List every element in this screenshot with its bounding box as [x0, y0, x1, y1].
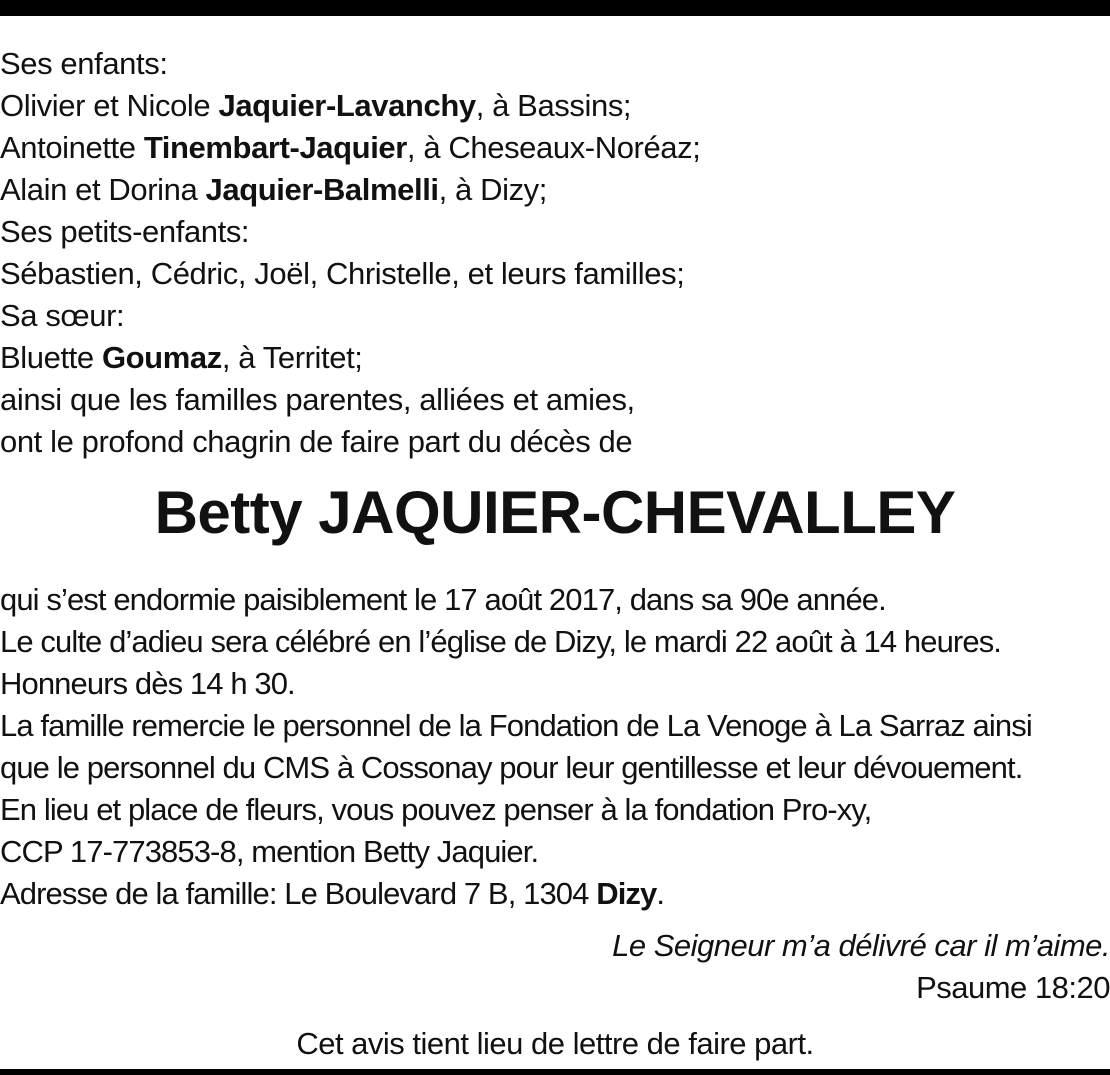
verse-reference: Psaume 18:20	[916, 970, 1110, 1005]
bottom-rule	[0, 1069, 1110, 1075]
child-line: Olivier et Nicole Jaquier-Lavanchy, à Bassins;	[0, 88, 632, 123]
bible-verse: Le Seigneur m’a délivré car il m’aime.	[612, 928, 1110, 963]
child-line: Alain et Dorina Jaquier-Balmelli, à Dizy;	[0, 172, 547, 207]
child-line: Antoinette Tinembart-Jaquier, à Cheseaux-Noréaz;	[0, 130, 701, 165]
deceased-name: Betty JAQUIER-CHEVALLEY	[154, 479, 956, 546]
donation-line: En lieu et place de fleurs, vous pouvez penser à la fondation Pro-xy,	[0, 792, 872, 827]
address-line: Adresse de la famille: Le Boulevard 7 B, 1304 Dizy.	[0, 876, 665, 911]
top-rule	[0, 0, 1110, 16]
notice-details	[0, 579, 1110, 915]
child-surname: Jaquier-Lavanchy	[218, 88, 476, 123]
child-surname: Jaquier-Balmelli	[205, 172, 439, 207]
obituary-notice	[0, 43, 1110, 1065]
death-line: qui s’est endormie paisiblement le 17 août 2017, dans sa 90e année.	[0, 582, 886, 617]
children-heading: Ses enfants:	[0, 46, 168, 81]
service-line: Le culte d’adieu sera célébré en l’église de Dizy, le mardi 22 août à 14 heures.	[0, 624, 1002, 659]
grandchildren-heading: Ses petits-enfants:	[0, 214, 250, 249]
child-surname: Tinembart-Jaquier	[143, 130, 407, 165]
thanks-line: que le personnel du CMS à Cossonay pour leur gentillesse et leur dévouement.	[0, 750, 1023, 785]
thanks-line: La famille remercie le personnel de la Fondation de La Venoge à La Sarraz ainsi	[0, 708, 1032, 743]
announcement-line: ont le profond chagrin de faire part du décès de	[0, 424, 633, 459]
sister-line: Bluette Goumaz, à Territet;	[0, 340, 363, 375]
address-town: Dizy	[596, 876, 657, 911]
sister-surname: Goumaz	[101, 340, 222, 375]
grandchildren-line: Sébastien, Cédric, Joël, Christelle, et leurs familles;	[0, 256, 685, 291]
relatives-line: ainsi que les familles parentes, alliées et amies,	[0, 382, 635, 417]
sister-heading: Sa sœur:	[0, 298, 125, 333]
closing-note: Cet avis tient lieu de lettre de faire part.	[296, 1026, 814, 1061]
honours-line: Honneurs dès 14 h 30.	[0, 666, 295, 701]
donation-line: CCP 17-773853-8, mention Betty Jaquier.	[0, 834, 539, 869]
